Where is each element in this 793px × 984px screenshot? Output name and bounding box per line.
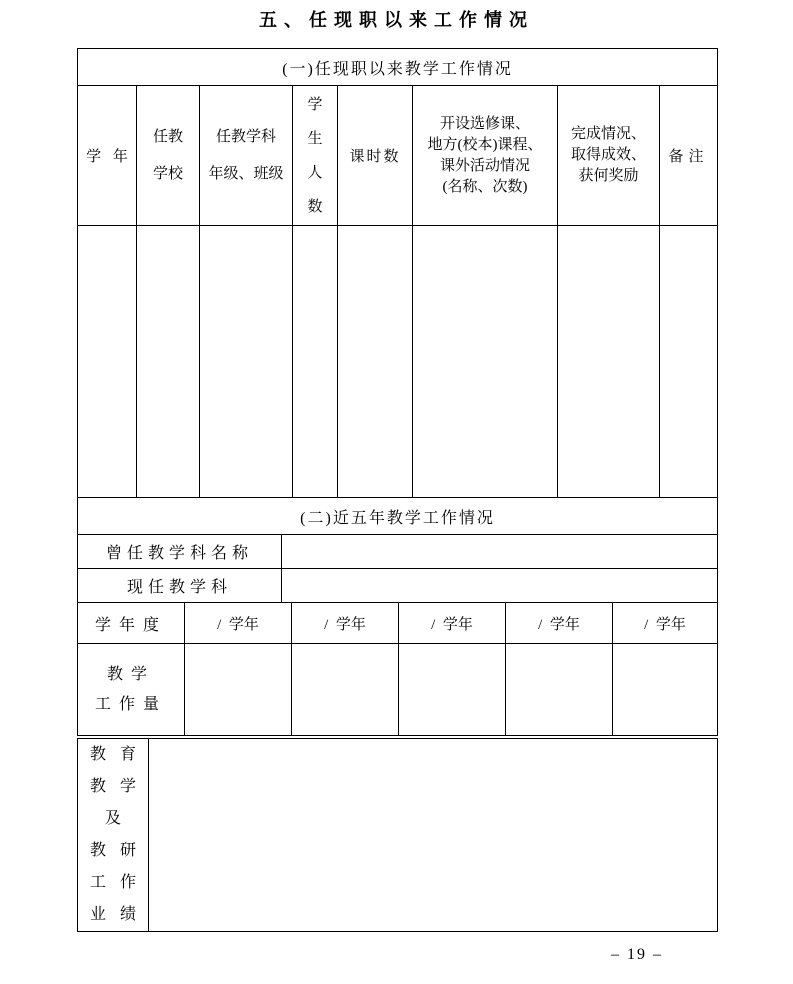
school-year-cell-3: / 学年 [399,603,506,644]
table-row [78,644,718,736]
workload-value-4 [506,644,613,736]
col-header-remarks: 备注 [660,86,718,226]
previous-subjects-value [282,535,718,569]
cell-remarks [660,226,718,498]
col-header-class-hours: 课时数 [338,86,413,226]
previous-subjects-label: 曾任教学科名称 [78,535,282,569]
table-row [78,226,718,498]
col-header-student-count: 学 生 人 数 [293,86,338,226]
school-year-label: 学年度 [78,603,185,644]
achievements-label: 教 育 教 学 及 教 研 工 作 业 绩 [78,739,149,932]
col-header-teaching-school: 任教 学校 [137,86,200,226]
workload-label: 教学 工作量 [78,644,185,736]
cell-class-hours [338,226,413,498]
table-achievements [77,738,718,932]
page-title: 五、任现职以来工作情况 [259,10,534,30]
workload-value-5 [613,644,718,736]
table-recent-five-years-header [77,497,718,535]
table-teaching-history [77,48,718,498]
current-subject-label: 现任教学科 [78,569,282,603]
table-row [78,535,718,569]
current-subject-value [282,569,718,603]
cell-electives [413,226,558,498]
section-1-title: (一)任现职以来教学工作情况 [78,49,718,86]
table-row [78,569,718,603]
cell-school-year [78,226,137,498]
workload-value-1 [185,644,292,736]
workload-value-3 [399,644,506,736]
col-header-school-year: 学 年 [78,86,137,226]
table-row [78,739,718,932]
school-year-cell-2: / 学年 [292,603,399,644]
form-tables [77,48,719,932]
col-header-electives: 开设选修课、 地方(校本)课程、 课外活动情况 (名称、次数) [413,86,558,226]
school-year-cell-4: / 学年 [506,603,613,644]
table-subjects [77,534,718,603]
achievements-content [149,739,718,932]
col-header-subject-grade-class: 任教学科 年级、班级 [200,86,293,226]
school-year-cell-1: / 学年 [185,603,292,644]
cell-completion-awards [558,226,660,498]
section-2-title: (二)近五年教学工作情况 [78,498,718,535]
cell-subject-grade-class [200,226,293,498]
cell-student-count [293,226,338,498]
table-row [78,603,718,644]
table-workload [77,602,718,736]
col-header-completion-awards: 完成情况、 取得成效、 获何奖励 [558,86,660,226]
school-year-cell-5: / 学年 [613,603,718,644]
cell-teaching-school [137,226,200,498]
workload-value-2 [292,644,399,736]
page-number: – 19 – [611,946,663,963]
